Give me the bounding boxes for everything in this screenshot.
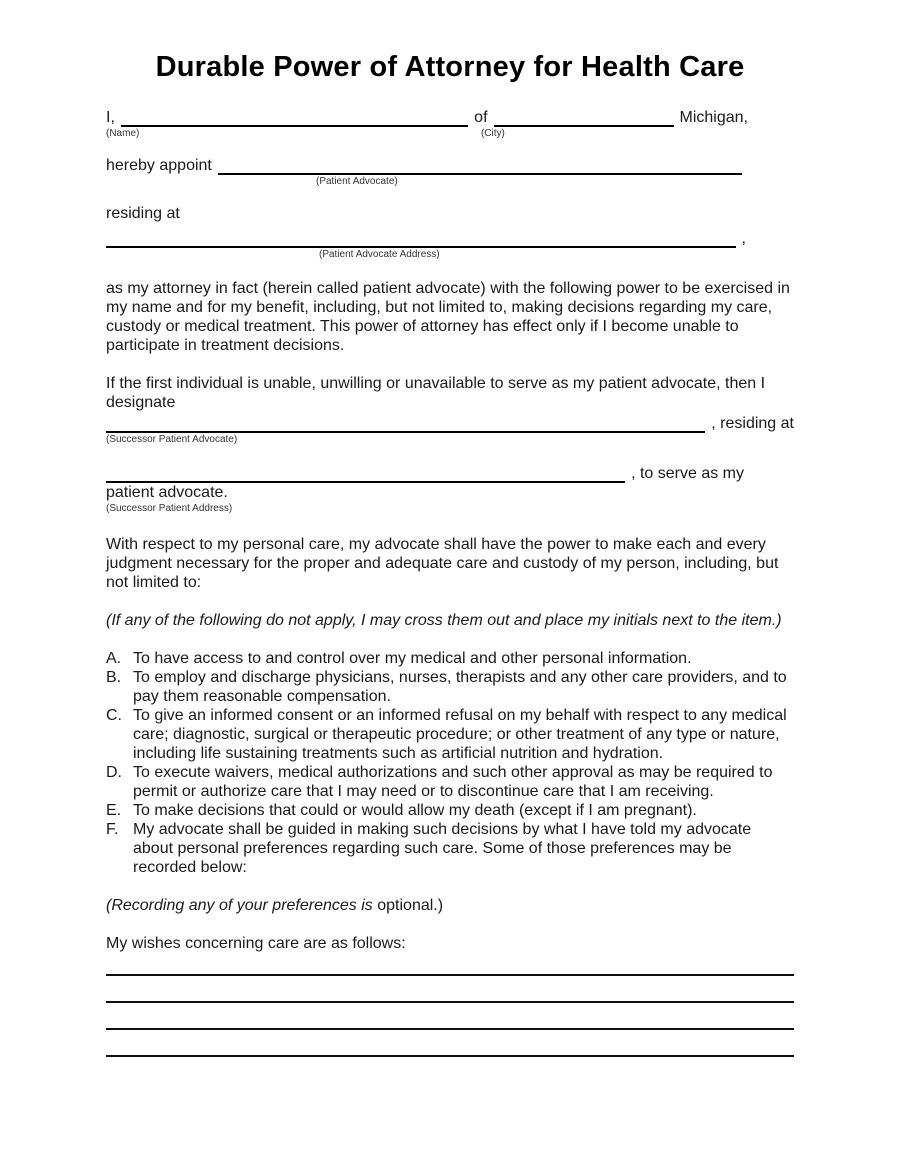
- paragraph-powers: as my attorney in fact (herein called patient advocate) with the following power to be exercised in my name and for my benefit, including, but not limited to, making decisions regarding my care, custody or medical treatment. This power of attorney has effect only if I become unable to participate in treatment decisions.: [106, 280, 790, 354]
- list-item: [106, 763, 794, 801]
- list-text: To employ and discharge physicians, nurses, therapists and any other care providers, and to pay them reasonable compensation.: [133, 669, 787, 705]
- list-item: [106, 706, 794, 763]
- recording-note: [106, 896, 794, 915]
- intro-of: of: [474, 109, 488, 126]
- list-text: To make decisions that could or would allow my death (except if I am pregnant).: [133, 802, 697, 819]
- list-letter: D.: [106, 764, 122, 781]
- address-labels: [106, 248, 794, 261]
- page-title: Durable Power of Attorney for Health Care: [155, 51, 745, 83]
- list-item: [106, 649, 794, 668]
- name-blank[interactable]: [121, 109, 468, 127]
- wishes-line-1[interactable]: [106, 974, 794, 976]
- patient-advocate-address-line: [106, 229, 794, 248]
- paragraph-successor-intro: If the first individual is unable, unwilling or unavailable to serve as my patient advocate, then I designate: [106, 375, 766, 411]
- intro-line: [106, 108, 794, 127]
- list-text: To have access to and control over my medical and other personal information.: [133, 650, 692, 667]
- successor-address-labels: [106, 502, 794, 515]
- successor-residing-text: , residing at: [711, 415, 794, 432]
- list-item: [106, 820, 794, 877]
- cross-out-note: (If any of the following do not apply, I may cross them out and place my initials next to the item.): [106, 612, 782, 629]
- list-text: My advocate shall be guided in making such decisions by what I have told my advocate about personal preferences regarding such care. Some of those preferences may be recorded below:: [133, 821, 752, 876]
- patient-advocate-address-blank[interactable]: [106, 230, 736, 248]
- recording-note-regular: optional.): [377, 897, 444, 914]
- successor-advocate-line: [106, 414, 794, 433]
- list-letter: C.: [106, 707, 122, 724]
- successor-tail-text: patient advocate.: [106, 484, 228, 501]
- wishes-intro: My wishes concerning care are as follows:: [106, 935, 406, 952]
- successor-address-blank[interactable]: [106, 465, 625, 483]
- patient-advocate-address-field-label: (Patient Advocate Address): [319, 249, 440, 260]
- address-trailing-comma: ,: [741, 230, 746, 247]
- list-letter: B.: [106, 669, 122, 686]
- intro-labels: [106, 127, 794, 140]
- successor-address-field-label: (Successor Patient Address): [106, 503, 233, 514]
- patient-advocate-field-label: (Patient Advocate): [316, 176, 398, 187]
- city-field-label: (City): [481, 128, 505, 139]
- intro-prefix: I,: [106, 109, 115, 126]
- successor-address-line: [106, 464, 794, 483]
- paragraph-personal-care: With respect to my personal care, my advocate shall have the power to make each and every judgment necessary for the proper and adequate care and custody of my person, including, but not limited to:: [106, 536, 779, 591]
- successor-serve-text: , to serve as my: [631, 465, 744, 482]
- wishes-line-4[interactable]: [106, 1055, 794, 1057]
- list-text: To give an informed consent or an informed refusal on my behalf with respect to any medical care; diagnostic, surgical or therapeutic procedure; or other treatment of any type or nature, including life sustaining treatments such as artificial nutrition and hydration.: [133, 707, 787, 762]
- list-letter: F.: [106, 821, 119, 838]
- wishes-line-3[interactable]: [106, 1028, 794, 1030]
- successor-advocate-blank[interactable]: [106, 415, 705, 433]
- residing-line: residing at: [106, 205, 180, 222]
- intro-state: Michigan,: [679, 109, 748, 126]
- appoint-line: [106, 156, 794, 175]
- successor-advocate-labels: [106, 433, 794, 446]
- list-item: [106, 668, 794, 706]
- name-field-label: (Name): [106, 128, 140, 139]
- list-text: To execute waivers, medical authorizations and such other approval as may be required to permit or authorize care that I may need or to discontinue care that I am receiving.: [133, 764, 773, 800]
- powers-list: [106, 649, 794, 877]
- list-letter: A.: [106, 650, 122, 667]
- successor-advocate-field-label: (Successor Patient Advocate): [106, 434, 238, 445]
- recording-note-italic: (Recording any of your preferences is: [106, 897, 378, 914]
- appoint-labels: [106, 175, 794, 188]
- list-letter: E.: [106, 802, 122, 819]
- list-item: [106, 801, 794, 820]
- appoint-text: hereby appoint: [106, 157, 212, 174]
- patient-advocate-blank[interactable]: [218, 157, 742, 175]
- city-blank[interactable]: [494, 109, 674, 127]
- wishes-line-2[interactable]: [106, 1001, 794, 1003]
